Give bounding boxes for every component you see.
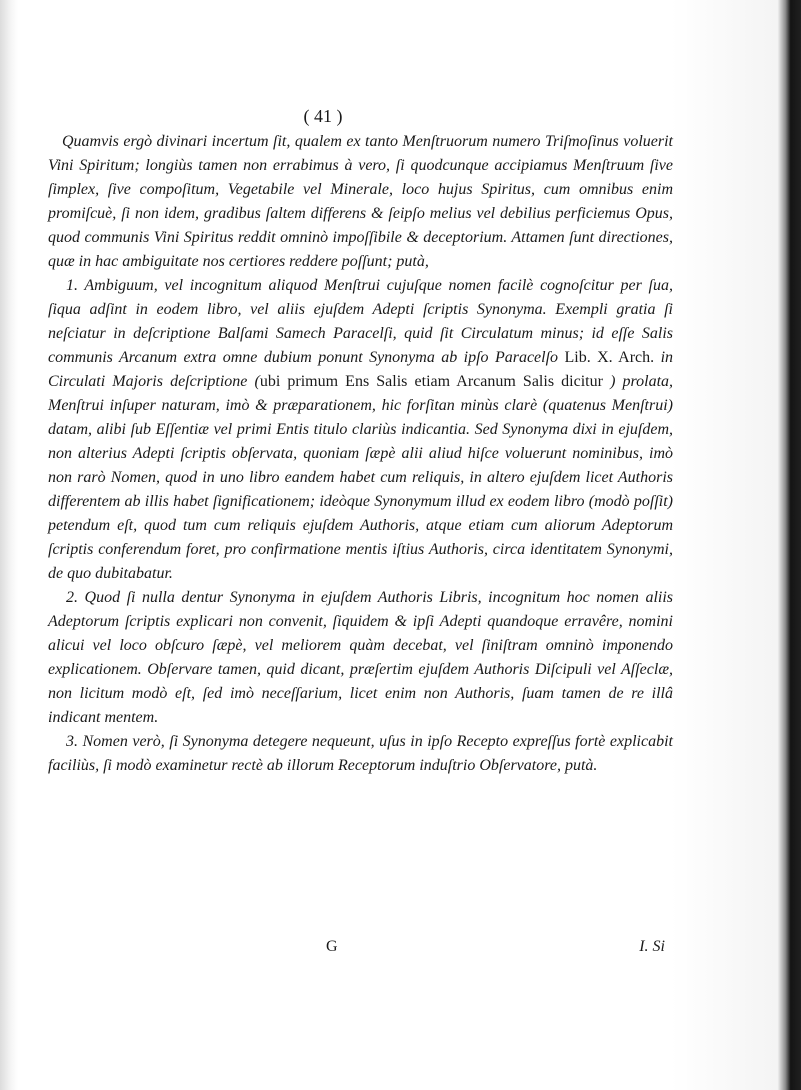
- page-gutter-shadow: [0, 0, 18, 1090]
- signature-mark: G: [326, 938, 338, 955]
- paragraph-1-reference: Lib. X. Arch.: [564, 349, 655, 366]
- page-body: [48, 130, 673, 778]
- paragraph-intro: Quamvis ergò divinari incertum ſit, qualem ex tanto Menſtruorum numero Triſmoſinus voluerit Vini Spiritum; longiùs tamen non errabimus à vero, ſi quodcunque accipiamus Menſtruum ſive ſimplex, ſive compoſitum, Vegetabile vel Minerale, loco hujus Spiritus, cum omnibus enim promiſcuè, ſi non idem, gradibus ſaltem differens & ſeipſo melius vel debilius perficiemus Opus, quod communis Vini Spiritus reddit omninò impoſſibile & deceptorium. Attamen ſunt directiones, quæ in hac ambiguitate nos certiores reddere poſſunt; putà,: [48, 133, 673, 270]
- paragraph-1-part3: ) prolata, Menſtrui inſuper naturam, imò & præparationem, hic forſitan minùs clarè (quatenus Menſtrui) datam, alibi ſub Eſſentiæ vel primi Entis titulo clariùs indicantia. Sed Synonyma dixi in ejuſdem, non alterius Adepti ſcriptis obſervata, quoniam ſæpè alii aliud hiſce voluerunt nominibus, imò non rarò Nomen, quod in uno libro eandem habet cum reliquis, in altero ejuſdem licet Authoris differentem ab illis habet ſignificationem; ideòque Synonymum illud ex eodem libro (modò poſſit) petendum eſt, quod tum cum reliquis ejuſdem Authoris, atque etiam cum aliorum Adeptorum ſcriptis conferendum foret, pro confirmatione mentis iſtius Authoris, circa identitatem Synonymi, de quo dubitabatur.: [48, 373, 674, 582]
- catchword: I. Si: [639, 938, 665, 955]
- paragraph-1-part1: 1. Ambiguum, vel incognitum aliquod Menſtrui cujuſque nomen facilè cognoſcitur per ſua, ſiqua adſint in eodem libro, vel aliis ejuſdem Adepti ſcriptis Synonyma. Exempli gratia ſi neſciatur in deſcriptione Balſami Samech Paracelſi, quid ſit Circulatum minus; id eſſe Salis communis Arcanum extra omne dubium ponunt Synonyma ab ipſo Paracelſo: [48, 277, 673, 366]
- footer-line: [48, 938, 673, 960]
- paragraph-1-part2: in Circulati Majoris deſcriptione (: [48, 349, 674, 390]
- paragraph-2: 2. Quod ſi nulla dentur Synonyma in ejuſdem Authoris Libris, incognitum hoc nomen aliis Adeptorum ſcriptis explicari non convenit, ſiquidem & ipſi Adepti quandoque erravêre, nomini alicui vel loco obſcuro ſæpè, vel meliorem quàm decebat, vel ſiniſtram omninò imponendo explicationem. Obſervare tamen, quid dicant, præſertim ejuſdem Authoris Diſcipuli vel Aſſeclæ, non licitum modò eſt, ſed imò neceſſarium, licet enim non Authoris, ſuam tamen de re illâ indicant mentem.: [48, 589, 673, 726]
- book-page: [18, 0, 673, 1090]
- book-edge-shadow: [671, 0, 801, 1090]
- paragraph-3: 3. Nomen verò, ſi Synonyma detegere nequeunt, uſus in ipſo Recepto expreſſus fortè explicabit faciliùs, ſi modò examinetur rectè ab illorum Receptorum induſtrio Obſervatore, putà.: [48, 733, 673, 774]
- paragraph-1: [48, 274, 673, 586]
- page-number: ( 41 ): [303, 106, 343, 126]
- paragraph-1-roman-aside: ubi primum Ens Salis etiam Arcanum Salis dicitur: [259, 373, 603, 390]
